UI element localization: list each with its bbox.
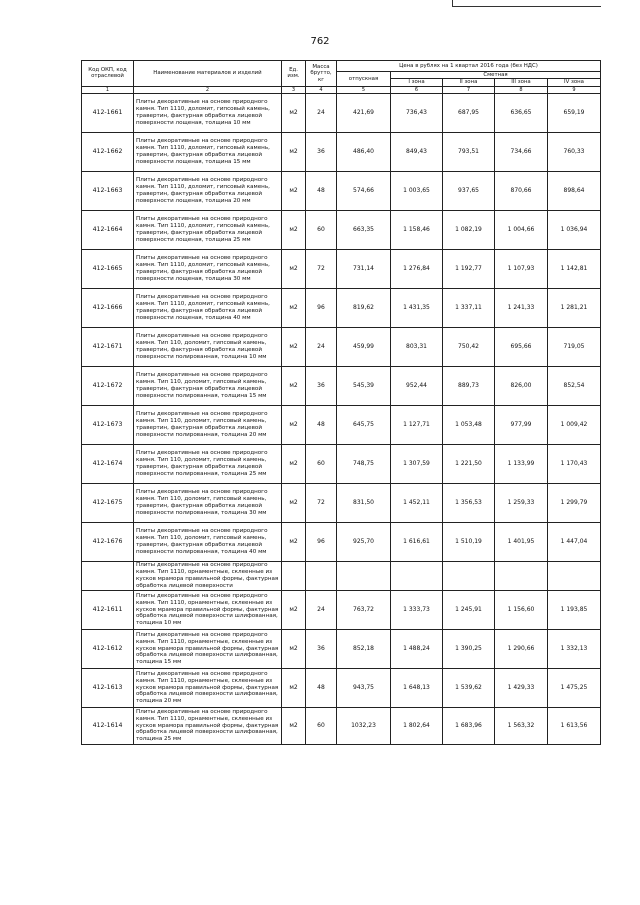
row-unit: м2 [282, 629, 306, 668]
row-price-zone-2: 1 221,50 [443, 444, 495, 483]
column-number: 9 [548, 86, 601, 93]
header-name: Наименование материалов и изделий [134, 61, 282, 87]
row-name: Плиты декоративные на основе природного камня. Тип 110, доломит, гипсовый камень, травертин, фактурная обработка лицевой поверхности полированная, толщина 10 мм [134, 327, 282, 366]
row-code: 412-1676 [82, 522, 134, 561]
row-unit: м2 [282, 327, 306, 366]
row-price-zone-2: 1 683,96 [443, 707, 495, 744]
row-price-zone-1: 803,31 [391, 327, 443, 366]
row-price-zone-1: 1 003,65 [391, 171, 443, 210]
table-row [82, 405, 601, 444]
row-price-release: 943,75 [337, 668, 391, 707]
row-price-zone-3: 1 133,99 [495, 444, 548, 483]
row-price-release: 763,72 [337, 590, 391, 629]
table-row [82, 327, 601, 366]
row-code: 412-1662 [82, 132, 134, 171]
row-price-zone-2 [443, 561, 495, 590]
row-price-zone-1: 1 802,64 [391, 707, 443, 744]
row-price-zone-3: 1 241,33 [495, 288, 548, 327]
table-row [82, 288, 601, 327]
row-mass: 72 [306, 483, 337, 522]
row-unit: м2 [282, 522, 306, 561]
row-unit: м2 [282, 249, 306, 288]
header-zone-2: II зона [443, 79, 495, 86]
table-row [82, 561, 601, 590]
row-unit: м2 [282, 366, 306, 405]
row-price-release: 852,18 [337, 629, 391, 668]
row-price-zone-4: 1 193,85 [548, 590, 601, 629]
row-price-zone-2: 1 337,11 [443, 288, 495, 327]
row-price-release: 748,75 [337, 444, 391, 483]
header-prices: Цена в рублях на 1 квартал 2016 года (без НДС) [337, 61, 601, 72]
row-price-zone-4: 1 009,42 [548, 405, 601, 444]
row-price-zone-2: 1 539,62 [443, 668, 495, 707]
row-mass: 96 [306, 288, 337, 327]
row-price-release: 663,35 [337, 210, 391, 249]
row-code: 412-1612 [82, 629, 134, 668]
row-price-zone-4: 1 281,21 [548, 288, 601, 327]
column-number: 2 [134, 86, 282, 93]
row-price-zone-1: 736,43 [391, 93, 443, 132]
row-name: Плиты декоративные на основе природного камня. Тип 110, доломит, гипсовый камень, травертин, фактурная обработка лицевой поверхности полированная, толщина 15 мм [134, 366, 282, 405]
row-price-zone-4: 852,54 [548, 366, 601, 405]
row-code: 412-1663 [82, 171, 134, 210]
row-name: Плиты декоративные на основе природного камня. Тип 1110, доломит, гипсовый камень, травертин, фактурная обработка лицевой поверхности лощеная, толщина 10 мм [134, 93, 282, 132]
table-row [82, 522, 601, 561]
row-price-zone-2: 1 245,91 [443, 590, 495, 629]
row-mass: 60 [306, 210, 337, 249]
row-code: 412-1671 [82, 327, 134, 366]
row-price-zone-3 [495, 561, 548, 590]
column-number: 3 [282, 86, 306, 93]
row-price-zone-4: 719,05 [548, 327, 601, 366]
row-mass: 36 [306, 132, 337, 171]
row-price-release: 545,39 [337, 366, 391, 405]
row-price-release: 645,75 [337, 405, 391, 444]
row-price-zone-2: 1 082,19 [443, 210, 495, 249]
table-row [82, 366, 601, 405]
row-name: Плиты декоративные на основе природного камня. Тип 1110, орнаментные, склеенные из кусков мрамора правильной формы, фактурная обработка лицевой поверхности шлифованная, толщина 20 мм [134, 668, 282, 707]
row-name: Плиты декоративные на основе природного камня. Тип 110, доломит, гипсовый камень, травертин, фактурная обработка лицевой поверхности полированная, толщина 40 мм [134, 522, 282, 561]
row-price-zone-3: 1 004,66 [495, 210, 548, 249]
row-price-zone-4: 1 299,79 [548, 483, 601, 522]
row-price-zone-4: 1 613,56 [548, 707, 601, 744]
row-code: 412-1611 [82, 590, 134, 629]
page-number: 762 [310, 36, 330, 47]
row-price-zone-1: 1 431,35 [391, 288, 443, 327]
row-price-zone-3: 977,99 [495, 405, 548, 444]
header-zone-1: I зона [391, 79, 443, 86]
row-price-zone-4: 1 036,94 [548, 210, 601, 249]
row-mass: 96 [306, 522, 337, 561]
row-price-zone-4: 760,33 [548, 132, 601, 171]
row-price-zone-3: 1 290,66 [495, 629, 548, 668]
row-price-zone-1: 952,44 [391, 366, 443, 405]
row-price-zone-3: 695,66 [495, 327, 548, 366]
row-price-zone-4 [548, 561, 601, 590]
row-name: Плиты декоративные на основе природного камня. Тип 1110, орнаментные, склеенные из кусков мрамора правильной формы, фактурная обработка лицевой поверхности шлифованная, толщина 10 мм [134, 590, 282, 629]
row-price-zone-2: 793,51 [443, 132, 495, 171]
row-code: 412-1666 [82, 288, 134, 327]
table-row [82, 444, 601, 483]
row-price-release [337, 561, 391, 590]
row-code: 412-1661 [82, 93, 134, 132]
row-price-zone-3: 1 563,32 [495, 707, 548, 744]
table-row [82, 171, 601, 210]
row-mass: 48 [306, 405, 337, 444]
row-name: Плиты декоративные на основе природного камня. Тип 110, доломит, гипсовый камень, травертин, фактурная обработка лицевой поверхности полированная, толщина 20 мм [134, 405, 282, 444]
header-zone-3: III зона [495, 79, 548, 86]
row-price-release: 421,69 [337, 93, 391, 132]
header-unit: Ед. изм. [282, 61, 306, 87]
row-mass: 24 [306, 327, 337, 366]
row-price-zone-3: 1 401,95 [495, 522, 548, 561]
row-unit: м2 [282, 210, 306, 249]
column-number: 8 [495, 86, 548, 93]
row-price-zone-2: 1 192,77 [443, 249, 495, 288]
row-price-zone-3: 734,66 [495, 132, 548, 171]
row-price-zone-3: 1 156,60 [495, 590, 548, 629]
row-unit: м2 [282, 405, 306, 444]
table-body [82, 93, 601, 744]
row-mass: 72 [306, 249, 337, 288]
row-price-zone-2: 750,42 [443, 327, 495, 366]
row-unit: м2 [282, 132, 306, 171]
row-price-zone-2: 889,73 [443, 366, 495, 405]
column-number: 5 [337, 86, 391, 93]
row-price-zone-1: 1 307,59 [391, 444, 443, 483]
row-price-zone-1: 1 127,71 [391, 405, 443, 444]
row-price-zone-1: 1 648,13 [391, 668, 443, 707]
row-mass: 36 [306, 629, 337, 668]
row-code: 412-1674 [82, 444, 134, 483]
row-price-release: 1032,23 [337, 707, 391, 744]
row-price-zone-4: 1 142,81 [548, 249, 601, 288]
row-price-zone-1 [391, 561, 443, 590]
row-price-zone-3: 1 107,93 [495, 249, 548, 288]
row-code: 412-1675 [82, 483, 134, 522]
row-code: 412-1613 [82, 668, 134, 707]
row-code [82, 561, 134, 590]
sheet-corner-mark [452, 0, 601, 7]
row-mass: 60 [306, 444, 337, 483]
header-release: отпускная [337, 72, 391, 87]
row-price-zone-2: 687,95 [443, 93, 495, 132]
table-header [82, 61, 601, 94]
table-row [82, 590, 601, 629]
row-unit: м2 [282, 668, 306, 707]
row-code: 412-1672 [82, 366, 134, 405]
row-unit: м2 [282, 483, 306, 522]
row-mass: 48 [306, 171, 337, 210]
row-price-zone-1: 1 616,61 [391, 522, 443, 561]
row-price-zone-1: 1 158,46 [391, 210, 443, 249]
table-row [82, 668, 601, 707]
row-price-release: 831,50 [337, 483, 391, 522]
row-price-zone-4: 659,19 [548, 93, 601, 132]
row-price-zone-3: 1 429,33 [495, 668, 548, 707]
row-name: Плиты декоративные на основе природного камня. Тип 110, доломит, гипсовый камень, травертин, фактурная обработка лицевой поверхности полированная, толщина 30 мм [134, 483, 282, 522]
row-price-zone-1: 1 333,73 [391, 590, 443, 629]
table-row [82, 483, 601, 522]
row-code: 412-1664 [82, 210, 134, 249]
row-price-zone-4: 1 447,04 [548, 522, 601, 561]
row-price-zone-3: 870,66 [495, 171, 548, 210]
row-price-release: 459,99 [337, 327, 391, 366]
row-mass [306, 561, 337, 590]
row-price-release: 819,62 [337, 288, 391, 327]
table-row [82, 707, 601, 744]
price-table [81, 60, 601, 745]
row-price-zone-2: 937,65 [443, 171, 495, 210]
row-name: Плиты декоративные на основе природного камня. Тип 1110, орнаментные, склеенные из кусков мрамора правильной формы, фактурная обработка лицевой поверхности шлифованная, толщина 25 мм [134, 707, 282, 744]
row-price-release: 574,66 [337, 171, 391, 210]
column-number: 1 [82, 86, 134, 93]
row-code: 412-1673 [82, 405, 134, 444]
row-name: Плиты декоративные на основе природного камня. Тип 1110, орнаментные, склеенные из кусков мрамора правильной формы, фактурная обработка лицевой поверхности шлифованная, толщина 15 мм [134, 629, 282, 668]
row-unit: м2 [282, 590, 306, 629]
row-price-zone-4: 1 332,13 [548, 629, 601, 668]
row-price-zone-3: 1 259,33 [495, 483, 548, 522]
table-row [82, 249, 601, 288]
row-name: Плиты декоративные на основе природного камня. Тип 1110, орнаментные, склеенные из кусков мрамора правильной формы, фактурная обработка лицевой поверхности [134, 561, 282, 590]
table-row [82, 93, 601, 132]
row-price-zone-1: 1 488,24 [391, 629, 443, 668]
row-unit: м2 [282, 171, 306, 210]
row-price-release: 925,70 [337, 522, 391, 561]
row-unit: м2 [282, 288, 306, 327]
table-row [82, 629, 601, 668]
row-price-zone-4: 1 475,25 [548, 668, 601, 707]
row-name: Плиты декоративные на основе природного камня. Тип 110, доломит, гипсовый камень, травертин, фактурная обработка лицевой поверхности полированная, толщина 25 мм [134, 444, 282, 483]
row-mass: 24 [306, 93, 337, 132]
row-name: Плиты декоративные на основе природного камня. Тип 1110, доломит, гипсовый камень, травертин, фактурная обработка лицевой поверхности лощеная, толщина 25 мм [134, 210, 282, 249]
table-row [82, 132, 601, 171]
row-mass: 60 [306, 707, 337, 744]
row-price-zone-2: 1 356,53 [443, 483, 495, 522]
row-price-zone-2: 1 053,48 [443, 405, 495, 444]
column-number: 6 [391, 86, 443, 93]
row-price-zone-4: 898,64 [548, 171, 601, 210]
row-mass: 36 [306, 366, 337, 405]
row-code: 412-1665 [82, 249, 134, 288]
row-unit [282, 561, 306, 590]
row-name: Плиты декоративные на основе природного камня. Тип 1110, доломит, гипсовый камень, травертин, фактурная обработка лицевой поверхности лощеная, толщина 40 мм [134, 288, 282, 327]
row-unit: м2 [282, 444, 306, 483]
row-name: Плиты декоративные на основе природного камня. Тип 1110, доломит, гипсовый камень, травертин, фактурная обработка лицевой поверхности лощеная, толщина 20 мм [134, 171, 282, 210]
row-price-zone-1: 1 452,11 [391, 483, 443, 522]
row-price-zone-1: 1 276,84 [391, 249, 443, 288]
header-zone-4: IV зона [548, 79, 601, 86]
row-mass: 48 [306, 668, 337, 707]
row-price-release: 486,40 [337, 132, 391, 171]
row-price-zone-1: 849,43 [391, 132, 443, 171]
row-unit: м2 [282, 707, 306, 744]
row-mass: 24 [306, 590, 337, 629]
header-code: Код ОКП, код отраслевой [82, 61, 134, 87]
row-price-release: 731,14 [337, 249, 391, 288]
header-estimate: Сметная [391, 72, 601, 79]
header-mass: Масса брутто, кг [306, 61, 337, 87]
column-numbers-row [82, 86, 601, 93]
row-price-zone-2: 1 510,19 [443, 522, 495, 561]
column-number: 4 [306, 86, 337, 93]
row-price-zone-3: 826,00 [495, 366, 548, 405]
column-number: 7 [443, 86, 495, 93]
row-unit: м2 [282, 93, 306, 132]
row-name: Плиты декоративные на основе природного камня. Тип 1110, доломит, гипсовый камень, травертин, фактурная обработка лицевой поверхности лощеная, толщина 30 мм [134, 249, 282, 288]
row-price-zone-3: 636,65 [495, 93, 548, 132]
row-price-zone-4: 1 170,43 [548, 444, 601, 483]
table-row [82, 210, 601, 249]
row-name: Плиты декоративные на основе природного камня. Тип 1110, доломит, гипсовый камень, травертин, фактурная обработка лицевой поверхности лощеная, толщина 15 мм [134, 132, 282, 171]
row-code: 412-1614 [82, 707, 134, 744]
row-price-zone-2: 1 390,25 [443, 629, 495, 668]
